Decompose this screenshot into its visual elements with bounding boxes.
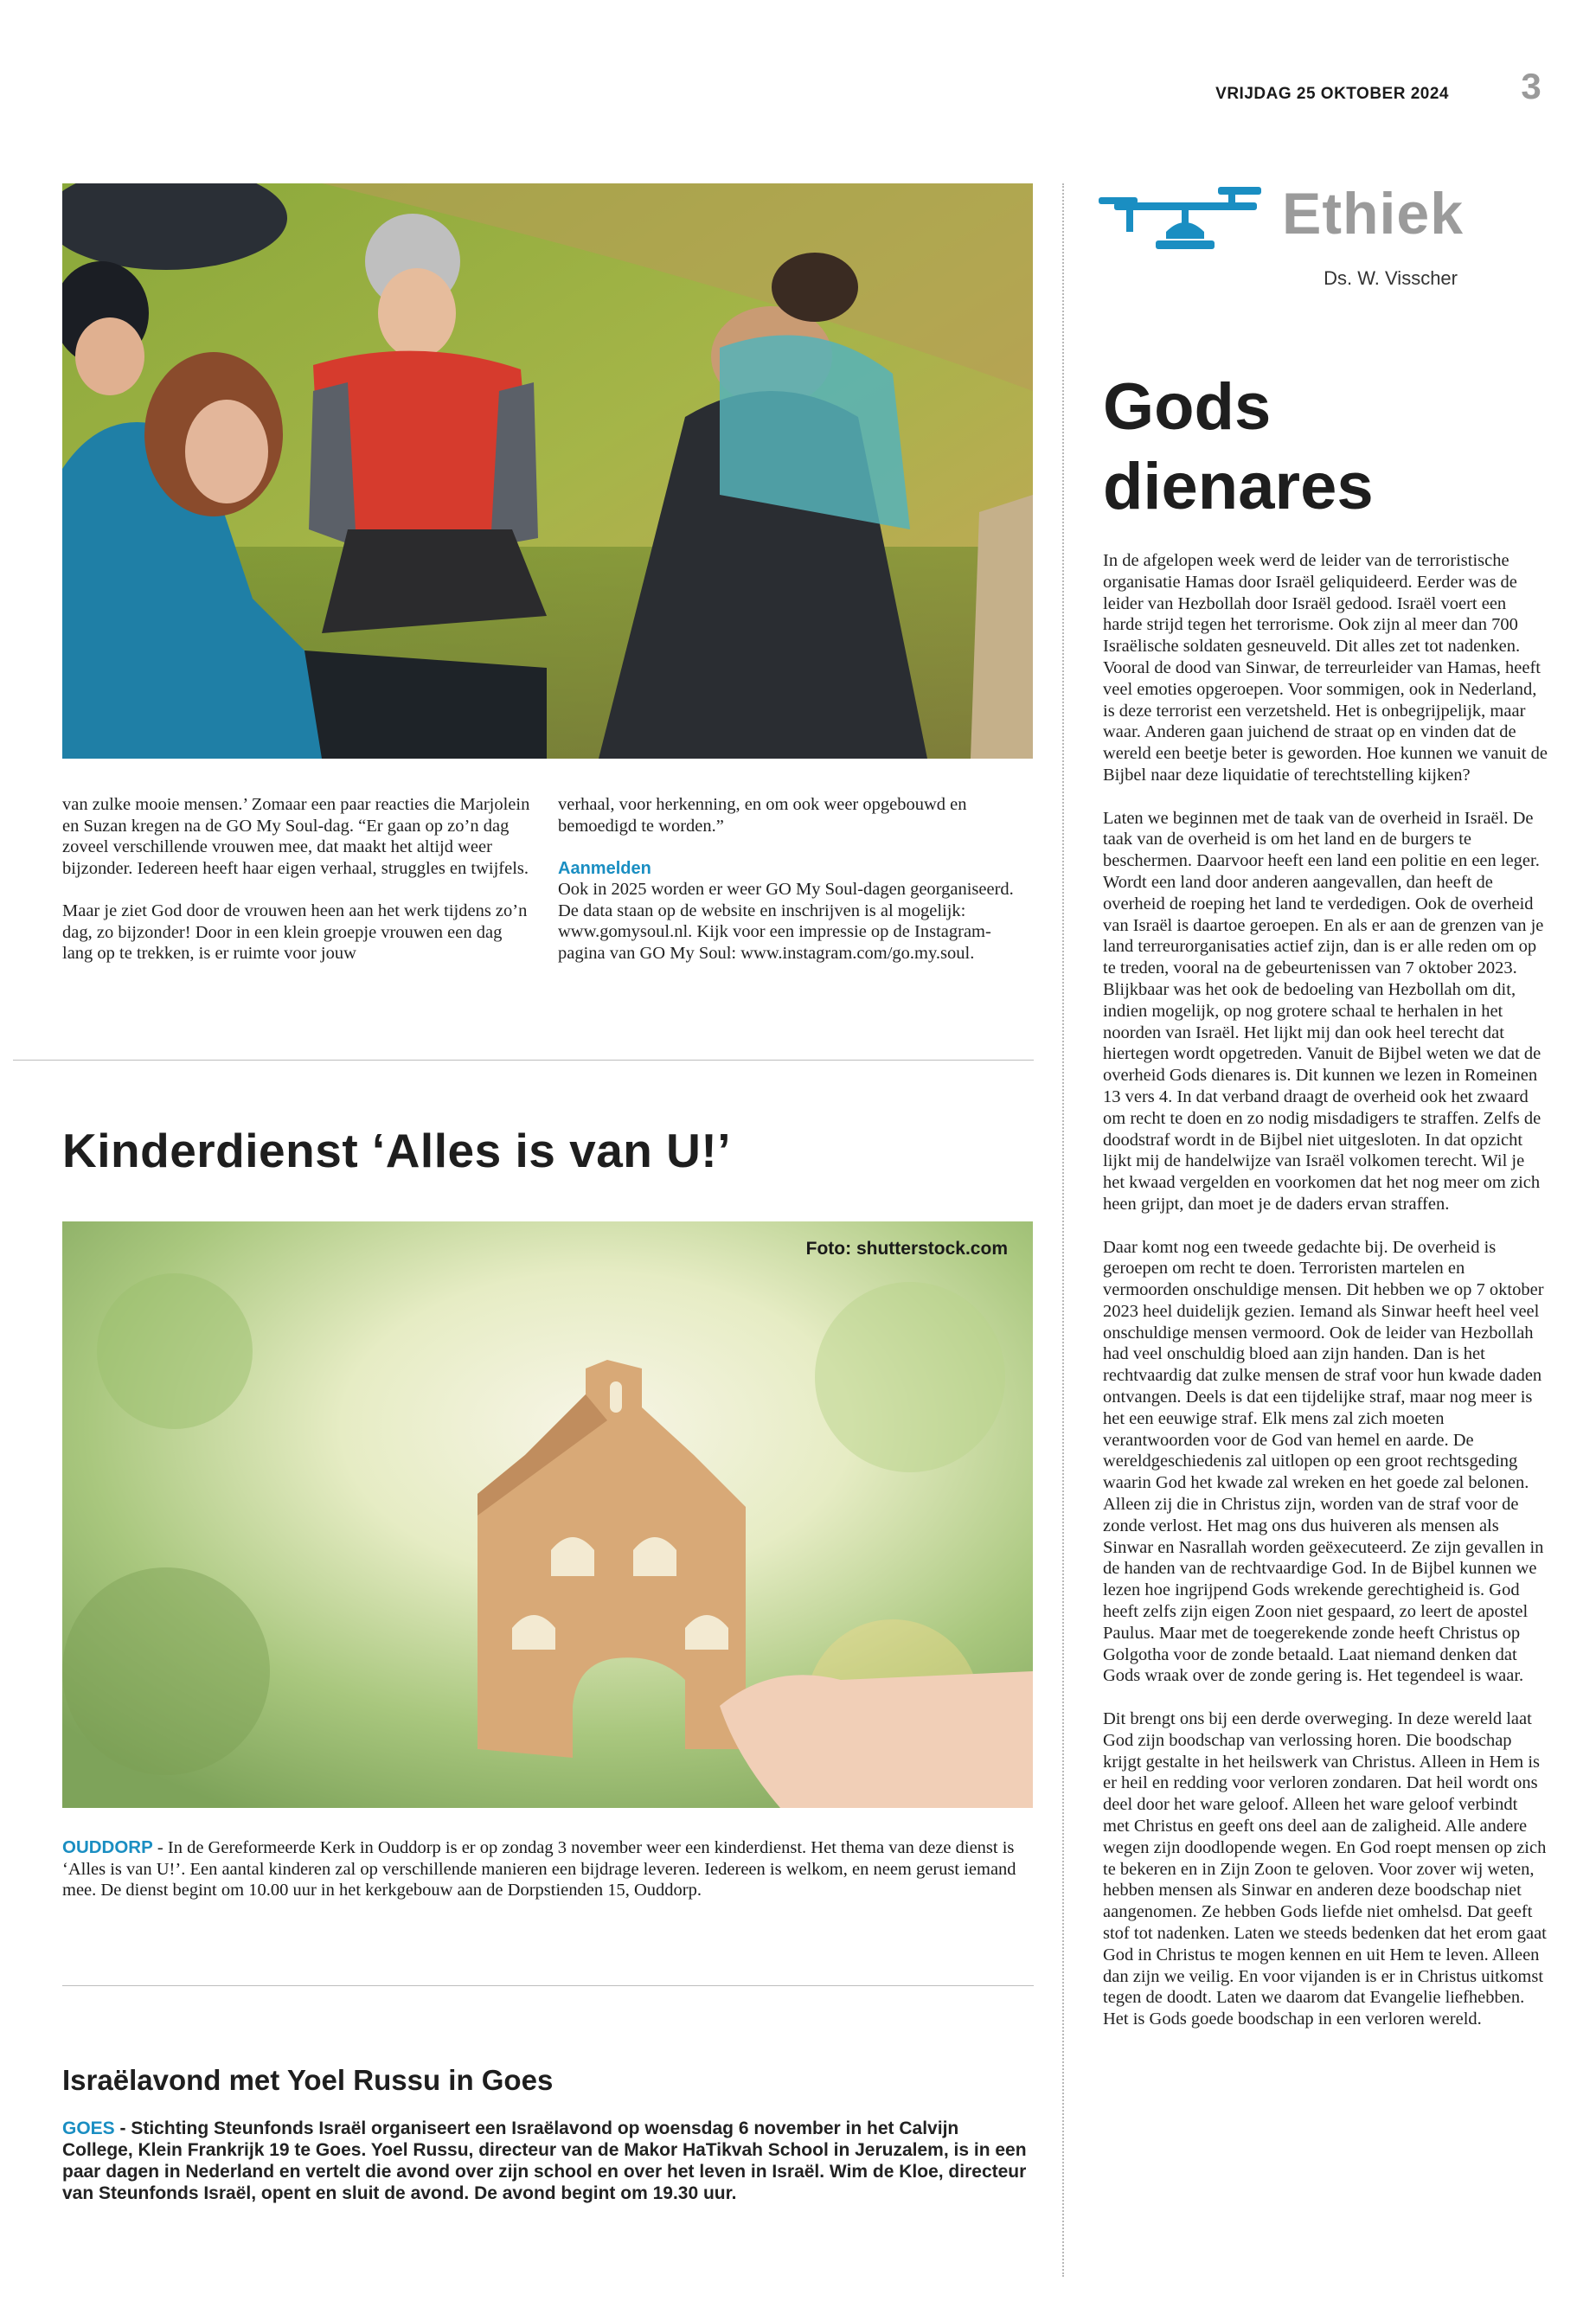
gomysoul-column-1: [62, 794, 536, 986]
gomysoul-paragraph: verhaal, voor herkenning, en om ook weer opgebouwd en bemoedigd te worden.”: [558, 795, 967, 836]
column-divider: [1062, 183, 1064, 2277]
israelavond-body: [62, 2118, 1027, 2204]
gomysoul-paragraph: van zulke mooie mensen.’ Zomaar een paar reacties die Marjolein en Suzan kregen na de GO My Soul-dag. “Er gaan op zo’n dag zoveel verschillende vrouwen mee, dat maakt het altijd weer bijzonder. Iedereen heeft haar eigen verhaal, struggles en twijfels.: [62, 795, 530, 878]
author-byline: Ds. W. Visscher: [1324, 267, 1458, 289]
gomysoul-paragraph: Ook in 2025 worden er weer GO My Soul-dagen georganiseerd. De data staan op de website en inschrijven is al mogelijk: www.gomysoul.nl. Kijk voor een impressie op de Instagram-pagina van GO My Soul: www.instagram.com/go.my.soul.: [558, 880, 1014, 963]
photo-credit: Foto: shutterstock.com: [805, 1239, 1008, 1259]
ethiek-body: [1103, 550, 1548, 2052]
gomysoul-column-2: [558, 794, 1034, 985]
kinderdienst-headline: Kinderdienst ‘Alles is van U!’: [62, 1124, 731, 1177]
issue-date: VRIJDAG 25 OKTOBER 2024: [1215, 85, 1449, 103]
photo-women-on-grass: [62, 183, 1033, 759]
page-number: 3: [1521, 66, 1542, 106]
kinderdienst-text: - In de Gereformeerde Kerk in Ouddorp is er op zondag 3 november weer een kinderdienst. Het thema van deze dienst is ‘Alles is van U!’. Een aantal kinderen zal op verschillende manieren een bijdrage leveren. Iedereen is welkom, en neem gerust iemand mee. De dienst begint om 10.00 uur in het kerkgebouw aan de Dorpstienden 15, Ouddorp.: [62, 1838, 1016, 1900]
kinderdienst-location: OUDDORP: [62, 1837, 153, 1857]
israelavond-headline: Israëlavond met Yoel Russu in Goes: [62, 2064, 554, 2096]
photo-church-illustration: [62, 1221, 1033, 1808]
ethiek-paragraph: Laten we beginnen met de taak van de overheid in Israël. De taak van de overheid is om het land en de burgers te beschermen. Daarvoor heeft een land een politie en een leger. Wordt een land door anderen aangevallen, dan heeft de overheid de roeping het land te verdedigen. Ook de overheid van Israël is daartoe geroepen. En als er aan de grenzen van je land terreurorganisaties actief zijn, dan is er alle reden om op te treden, vooral na de gebeurtenissen van 7 oktober 2023. Blijkbaar was het ook de bedoeling van Hezbollah om dit, indien mogelijk, op nog grotere schaal te herhalen in het noorden van Israël. Het lijkt mij dan ook heel terecht dat hiertegen wordt opgetreden. Vanuit de Bijbel weten we dat de overheid Gods dienares is. Dit kunnen we lezen in Romeinen 13 vers 4. In dat verband draagt de overheid ook het zwaard om recht te doen en zo nodig misdadigers te straffen. Zelfs de doodstraf wordt in de Bijbel niet uitgesloten. In dat opzicht lijkt mij de handelwijze van Israël volkomen terecht. Wil je het kwaad vergelden en voorkomen dat het nog meer om zich heen grijpt, dan moet je de daders ervan straffen.: [1103, 808, 1544, 1214]
israelavond-text: - Stichting Steunfonds Israël organiseert een Israëlavond op woensdag 6 november in het Calvijn College, Klein Frankrijk 19 te Goes. Yoel Russu, directeur van de Makor HaTikvah School in Jeruzalem, is in een paar dagen in Nederland en vertelt die avond over zijn school en over het leven in Israël. Wim de Kloe, directeur van Steunfonds Israël, opent en sluit de avond. De avond begint om 19.30 uur.: [62, 2118, 1027, 2203]
ethiek-headline-line: dienares: [1103, 450, 1374, 523]
ethiek-paragraph: Dit brengt ons bij een derde overweging. In deze wereld laat God zijn boodschap van verlossing horen. Die boodschap krijgt gestalte in het heilswerk van Christus. Alleen in Hem is er heil en redding voor verloren zondaren. Dat heil wordt ons deel door het ware geloof. Alleen het ware geloof verbindt met Christus en geeft ons deel aan de zaligheid. Alle andere wegen zijn doodlopende wegen. En God roept mensen op zich te bekeren en in Zijn Zoon te geloven. Voor zover wij weten, hebben mensen als Sinwar en anderen deze boodschap niet aangenomen. Ze hebben Gods liefde niet omhelsd. Dat geeft stof tot nadenken. Laten we steeds bedenken dat het erom gaat God in Christus te mogen kennen en uit Hem te leven. Alleen dan zijn we veilig. En voor vijanden is er in Christus uitkomst tegen de doodt. Laten we daarom dat Evangelie liefhebben. Het is Gods goede boodschap in een verloren wereld.: [1103, 1709, 1547, 2029]
israelavond-location: GOES: [62, 2118, 115, 2138]
photo-wooden-church: [62, 1221, 1033, 1808]
ethiek-paragraph: In de afgelopen week werd de leider van de terroristische organisatie Hamas door Israël geliquideerd. Eerder was de leider van Hezbollah door Israël gedood. Israël voert een harde strijd tegen het terrorisme. Ook zijn al meer dan 700 Israëlische soldaten gesneuveld. Dit alles zet tot nadenken. Vooral de dood van Sinwar, de terreurleider van Hamas, heeft veel emoties opgeroepen. Voor sommigen, ook in Nederland, is deze terrorist een verzetsheld. Het is onbegrijpelijk, maar waar. Anderen gaan juichend de straat op en vinden dat de wereld een beetje beter is geworden. Hoe kunnen we vanuit de Bijbel naar deze liquidatie of terechtstelling kijken?: [1103, 551, 1548, 785]
gomysoul-subhead: Aanmelden: [558, 859, 651, 878]
ethiek-headline-line: Gods: [1103, 370, 1272, 444]
scales-icon: [1099, 178, 1267, 260]
section-divider: [13, 1060, 1034, 1061]
ethiek-headline: [1103, 368, 1374, 527]
section-label-ethiek: Ethiek: [1282, 181, 1465, 247]
kinderdienst-body: [62, 1837, 1027, 1901]
ethiek-paragraph: Daar komt nog een tweede gedachte bij. De overheid is geroepen om recht te doen. Terroristen martelen en vermoorden onschuldige mensen. Dit hebben we op 7 oktober 2023 heel duidelijk gezien. Iemand als Sinwar heeft heel veel onschuldige mensen vermoord. Ook de leider van Hezbollah had veel onschuldig bloed aan zijn handen. Dan is het rechtvaardig dat zulke mensen de straf voor hun kwade daden ontvangen. Deels is dat een tijdelijke straf, maar nog meer is het een eeuwige straf. Elk mens zal zich moeten verantwoorden voor de God van hemel en aarde. De wereldgeschiedenis zal uitlopen op een groot rechtsgeding waarin God het kwade zal wreken en het goede zal belonen. Alleen zij die in Christus zijn, worden van de straf voor de zonde verlost. Het mag ons dus huiveren als mensen als Sinwar en Nasrallah worden geëxecuteerd. Ze zijn gevallen in de handen van de rechtvaardige God. In de Bijbel kunnen we lezen hoe ingrijpend Gods wrekende gerechtigheid is. God heeft zelfs zijn eigen Zoon niet gespaard, zo leert de apostel Paulus. Maar met de toegerekende zonde heeft Christus op Golgotha voor de zonde betaald. Laat niemand denken dat Gods wraak over de zonde gering is. Het tegendeel is waar.: [1103, 1237, 1544, 1686]
photo-women-illustration: [62, 183, 1033, 759]
section-divider: [62, 1985, 1034, 1986]
gomysoul-paragraph: Maar je ziet God door de vrouwen heen aan het werk tijdens zo’n dag, zo bijzonder! Door in een klein groepje vrouwen een dag lang op te trekken, is er ruimte voor jouw: [62, 901, 528, 963]
